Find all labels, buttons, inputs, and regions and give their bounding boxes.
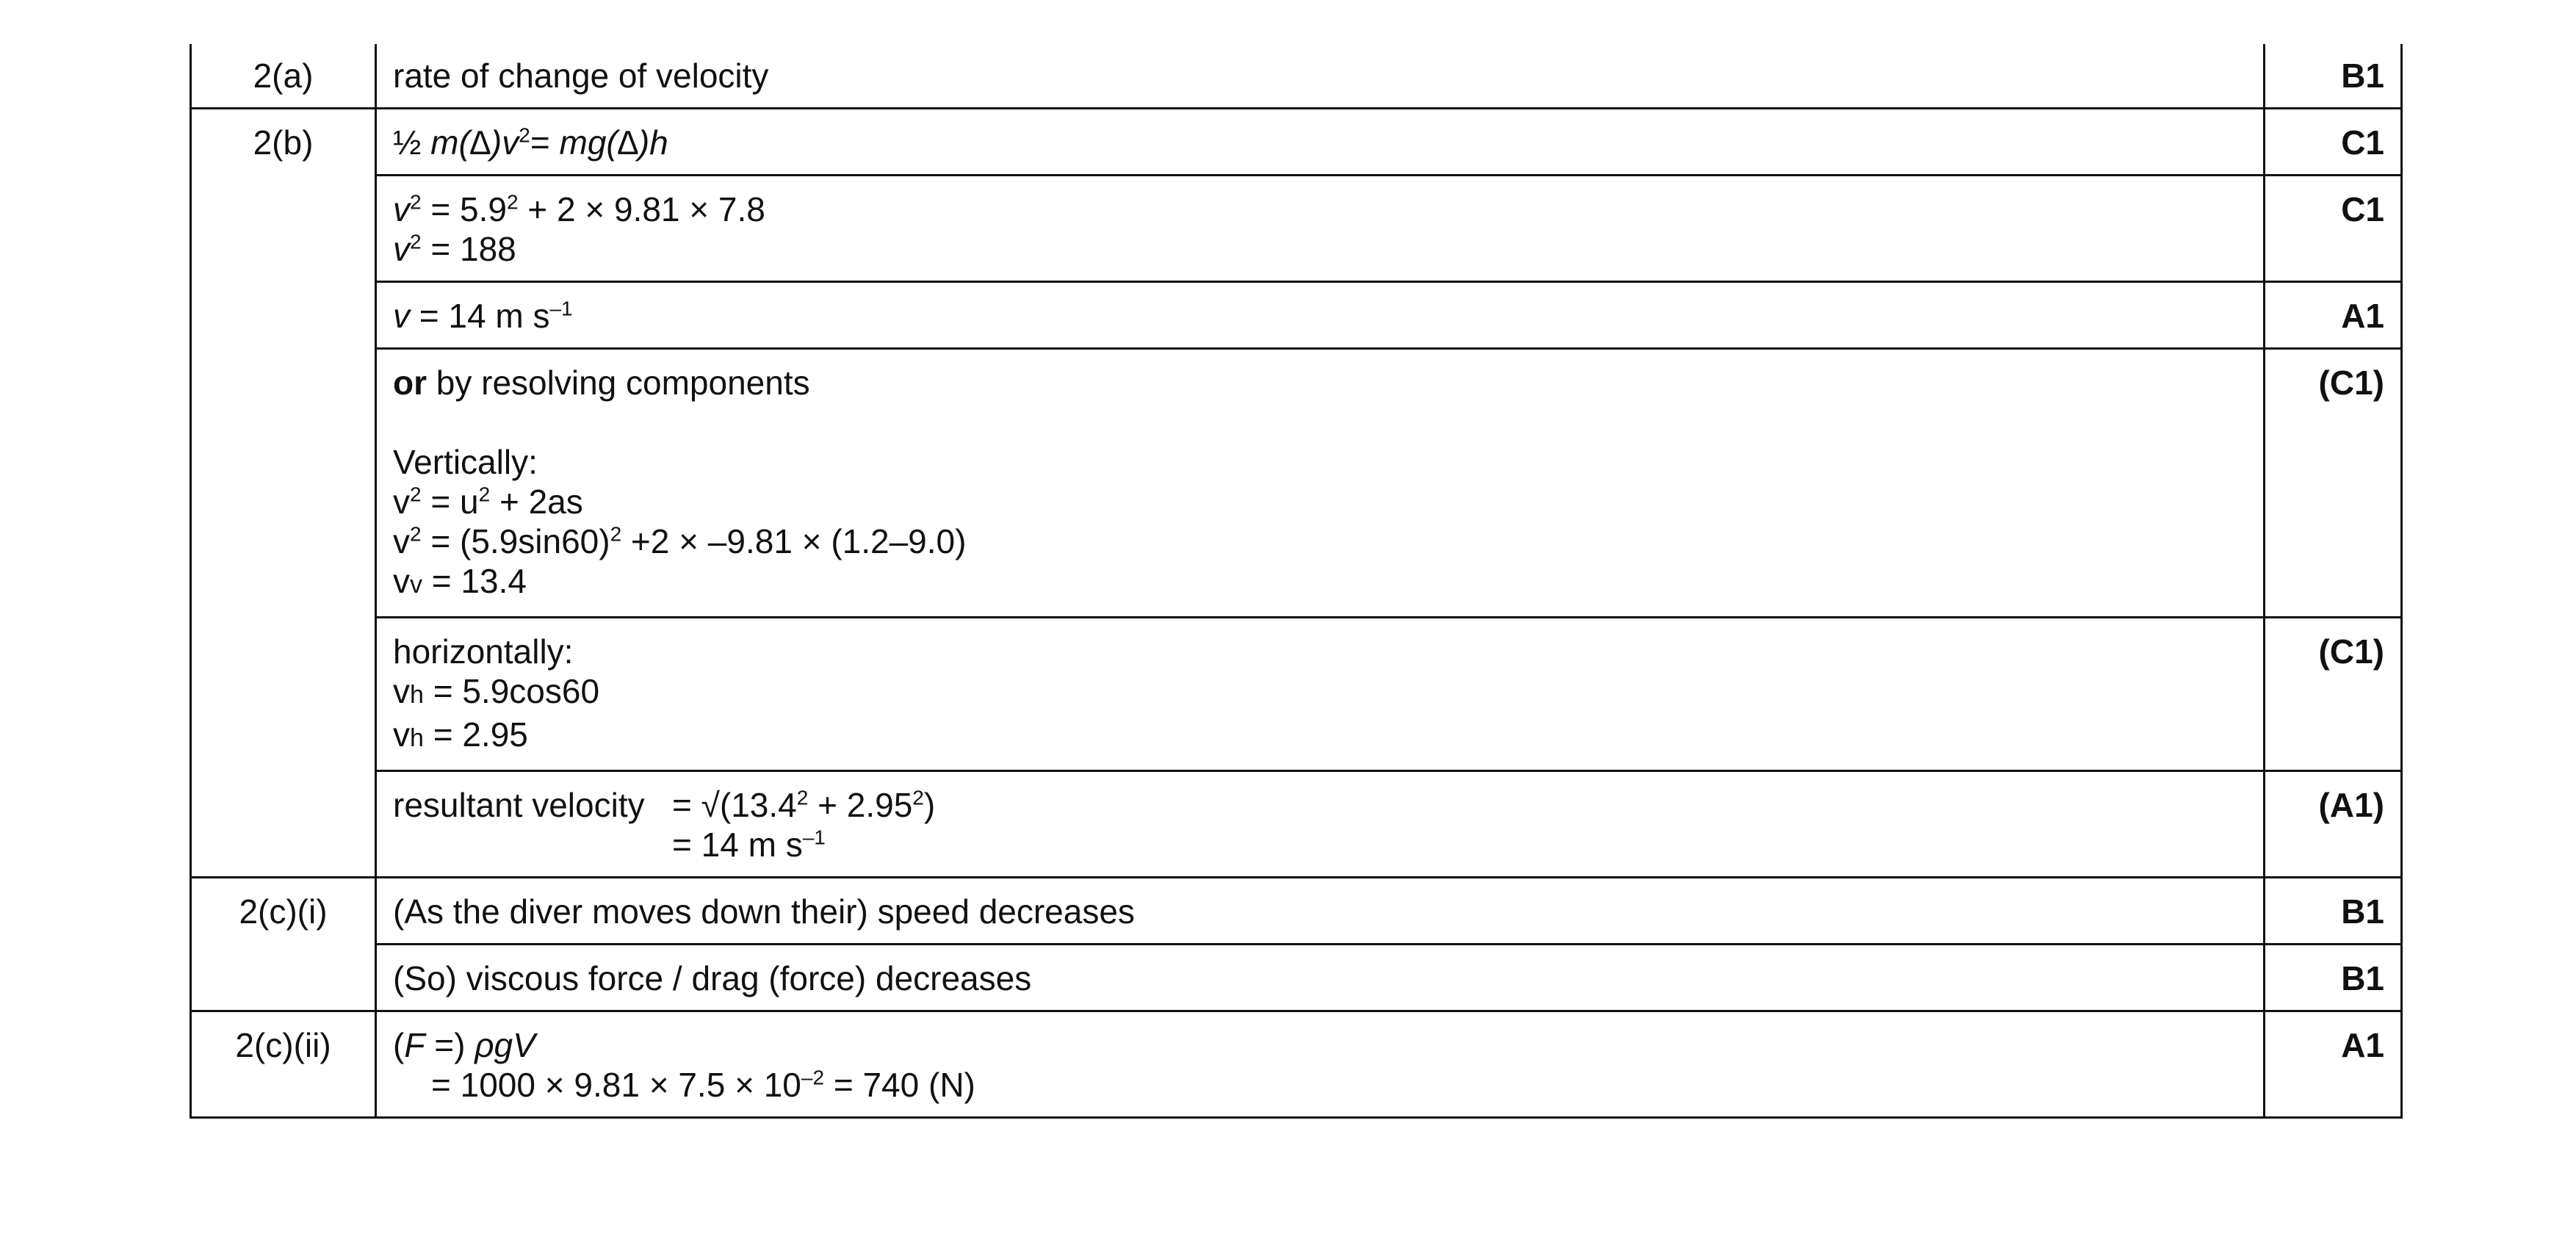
table-row <box>191 618 2402 771</box>
answer-line <box>393 521 2247 561</box>
answer-text: ( <box>393 1026 405 1064</box>
answer-text: = 5.9cos60 <box>423 672 600 710</box>
answer-cell <box>376 349 2265 618</box>
answer-line <box>393 561 2247 604</box>
superscript: 2 <box>506 190 519 214</box>
question-number: 2(a) <box>191 44 376 109</box>
answer-line <box>393 825 2247 864</box>
table-row <box>191 349 2402 618</box>
answer-cell: (So) viscous force / drag (force) decreases <box>376 945 2265 1011</box>
answer-line <box>393 671 2247 715</box>
answer-text: = √(13.4 <box>672 786 797 824</box>
answer-cell: rate of change of velocity <box>376 44 2265 109</box>
mark-cell: B1 <box>2265 945 2402 1011</box>
answer-text: +2 × –9.81 × (1.2–9.0) <box>621 522 967 560</box>
answer-text: by resolving components <box>427 364 810 402</box>
answer-cell: (As the diver moves down their) speed decreases <box>376 878 2265 945</box>
answer-text: = (5.9sin60) <box>421 522 610 560</box>
answer-line <box>393 715 2247 758</box>
mark-cell: (C1) <box>2265 349 2402 618</box>
answer-line: Vertically: <box>393 443 538 481</box>
mark-cell: B1 <box>2265 878 2402 945</box>
answer-text: ½ <box>393 123 422 162</box>
mark-cell: C1 <box>2265 176 2402 282</box>
answer-text: + 2as <box>490 483 583 521</box>
answer-text: = 740 (N) <box>824 1066 975 1104</box>
mark-cell: (A1) <box>2265 771 2402 878</box>
answer-cell <box>376 109 2265 176</box>
question-number: 2(c)(ii) <box>191 1011 376 1118</box>
answer-text: = 2.95 <box>423 715 528 754</box>
answer-line <box>393 785 2247 825</box>
answer-line <box>393 1065 2247 1105</box>
answer-text: = <box>530 123 560 162</box>
answer-text: = 13.4 <box>422 562 527 600</box>
answer-text: v <box>393 297 410 335</box>
answer-text: mg(∆)h <box>559 123 668 162</box>
spacer <box>393 825 672 864</box>
answer-text: =) <box>425 1026 475 1064</box>
answer-text: = 14 m s <box>672 826 803 864</box>
superscript: 2 <box>410 483 422 506</box>
superscript: 2 <box>410 190 422 214</box>
answer-text: resultant velocity <box>393 786 645 824</box>
table-row <box>191 878 2402 945</box>
answer-text: + 2 × 9.81 × 7.8 <box>518 190 765 228</box>
answer-line <box>393 1025 2247 1065</box>
answer-line <box>393 229 2247 269</box>
mark-cell: A1 <box>2265 1011 2402 1118</box>
answer-line: horizontally: <box>393 632 574 671</box>
or-keyword: or <box>393 364 427 402</box>
superscript: –1 <box>549 297 573 320</box>
subscript: v <box>410 571 422 599</box>
answer-line <box>393 482 2247 521</box>
subscript: h <box>410 724 424 752</box>
table-row <box>191 1011 2402 1118</box>
superscript: 2 <box>610 522 622 546</box>
superscript: 2 <box>410 522 422 546</box>
table-row <box>191 109 2402 176</box>
answer-text: ρgV <box>475 1026 535 1064</box>
answer-line <box>393 363 2247 402</box>
answer-cell <box>376 1011 2265 1118</box>
answer-text: = u <box>421 483 479 521</box>
answer-text: = 188 <box>421 230 516 268</box>
superscript: 2 <box>912 786 924 809</box>
superscript: –2 <box>801 1066 825 1089</box>
answer-line <box>393 189 2247 229</box>
table-row <box>191 945 2402 1011</box>
answer-text: ) <box>923 786 936 824</box>
table-row <box>191 282 2402 349</box>
answer-text: v <box>393 562 410 600</box>
answer-text: = 1000 × 9.81 × 7.5 × 10 <box>431 1066 801 1104</box>
superscript: 2 <box>796 786 809 809</box>
answer-text <box>672 785 935 825</box>
answer-cell <box>376 176 2265 282</box>
mark-cell: (C1) <box>2265 618 2402 771</box>
answer-text: v <box>393 230 410 268</box>
table-row <box>191 771 2402 878</box>
answer-cell <box>376 282 2265 349</box>
answer-text: v <box>393 190 410 228</box>
answer-text: v <box>393 672 410 710</box>
answer-text: + 2.95 <box>808 786 913 824</box>
subscript: h <box>410 681 424 709</box>
superscript: –1 <box>802 826 826 849</box>
answer-text: m(∆)v <box>430 123 519 162</box>
answer-text: = 5.9 <box>421 190 507 228</box>
answer-cell <box>376 618 2265 771</box>
answer-text: = 14 m s <box>410 297 550 335</box>
answer-text: v <box>393 483 410 521</box>
mark-cell: B1 <box>2265 44 2402 109</box>
answer-text: v <box>393 715 410 754</box>
superscript: 2 <box>410 230 422 253</box>
answer-text: F <box>404 1026 425 1064</box>
mark-cell: C1 <box>2265 109 2402 176</box>
superscript: 2 <box>519 123 530 147</box>
spacer <box>393 402 2247 442</box>
answer-text: v <box>393 522 410 560</box>
question-number: 2(c)(i) <box>191 878 376 1011</box>
superscript: 2 <box>478 483 491 506</box>
answer-text <box>672 825 826 864</box>
question-number: 2(b) <box>191 109 376 878</box>
table-row <box>191 176 2402 282</box>
answer-cell <box>376 771 2265 878</box>
mark-cell: A1 <box>2265 282 2402 349</box>
table-row <box>191 44 2402 109</box>
mark-scheme-table <box>190 44 2403 1119</box>
